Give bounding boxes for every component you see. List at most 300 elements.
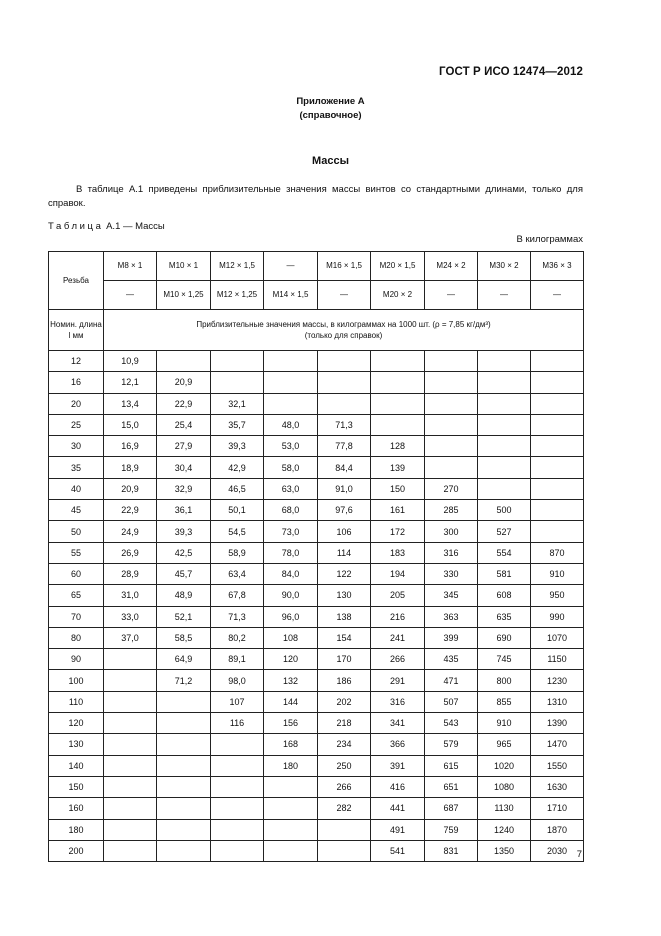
length-cell: 150 (49, 776, 104, 797)
mass-cell: 46,5 (211, 478, 264, 499)
mass-cell: 161 (371, 500, 425, 521)
mass-cell: 216 (371, 606, 425, 627)
mass-cell: 1390 (531, 713, 584, 734)
mass-cell (318, 351, 371, 372)
table-row (49, 563, 584, 584)
thread-coarse-cell: М10 × 1 (157, 252, 211, 281)
mass-cell: 194 (371, 563, 425, 584)
mass-cell: 527 (478, 521, 531, 542)
table-row (49, 691, 584, 712)
mass-cell (264, 372, 318, 393)
mass-cell: 15,0 (104, 414, 157, 435)
mass-cell: 180 (264, 755, 318, 776)
mass-cell: 50,1 (211, 500, 264, 521)
mass-cell (318, 840, 371, 861)
length-cell: 120 (49, 713, 104, 734)
mass-cell (531, 372, 584, 393)
mass-cell: 73,0 (264, 521, 318, 542)
mass-cell: 345 (425, 585, 478, 606)
mass-cell (104, 649, 157, 670)
mass-cell: 107 (211, 691, 264, 712)
mass-cell: 581 (478, 563, 531, 584)
mass-cell (211, 776, 264, 797)
mass-cell: 33,0 (104, 606, 157, 627)
thread-fine-row (49, 281, 584, 310)
thread-coarse-cell: М24 × 2 (425, 252, 478, 281)
length-cell: 35 (49, 457, 104, 478)
mass-cell: 156 (264, 713, 318, 734)
mass-cell: 651 (425, 776, 478, 797)
mass-cell (104, 670, 157, 691)
mass-cell (478, 457, 531, 478)
mass-cell (371, 393, 425, 414)
mass-cell: 71,3 (318, 414, 371, 435)
mass-cell: 71,2 (157, 670, 211, 691)
length-cell: 180 (49, 819, 104, 840)
mass-cell (104, 798, 157, 819)
table-row (49, 436, 584, 457)
table-row (49, 627, 584, 648)
mass-cell (371, 372, 425, 393)
mass-cell: 32,1 (211, 393, 264, 414)
mass-cell: 965 (478, 734, 531, 755)
mass-cell: 128 (371, 436, 425, 457)
thread-fine-cell: М20 × 2 (371, 281, 425, 310)
mass-cell (531, 521, 584, 542)
mass-cell: 855 (478, 691, 531, 712)
mass-cell: 138 (318, 606, 371, 627)
table-caption (48, 221, 165, 232)
mass-cell: 97,6 (318, 500, 371, 521)
mass-cell: 27,9 (157, 436, 211, 457)
mass-cell: 1080 (478, 776, 531, 797)
length-cell: 50 (49, 521, 104, 542)
mass-cell: 241 (371, 627, 425, 648)
mass-cell: 122 (318, 563, 371, 584)
mass-cell: 202 (318, 691, 371, 712)
mass-cell: 48,0 (264, 414, 318, 435)
mass-cell: 186 (318, 670, 371, 691)
mass-cell: 58,9 (211, 542, 264, 563)
mass-cell (104, 819, 157, 840)
mass-cell: 270 (425, 478, 478, 499)
mass-cell: 144 (264, 691, 318, 712)
mass-cell: 554 (478, 542, 531, 563)
mass-cell: 26,9 (104, 542, 157, 563)
mass-cell: 1870 (531, 819, 584, 840)
mass-cell: 20,9 (104, 478, 157, 499)
mass-cell: 96,0 (264, 606, 318, 627)
mass-cell (318, 393, 371, 414)
table-row (49, 457, 584, 478)
mass-cell (478, 351, 531, 372)
mass-cell: 1240 (478, 819, 531, 840)
mass-cell: 950 (531, 585, 584, 606)
length-cell: 160 (49, 798, 104, 819)
mass-cell (157, 734, 211, 755)
table-row (49, 819, 584, 840)
mass-cell: 500 (478, 500, 531, 521)
mass-cell: 114 (318, 542, 371, 563)
mass-cell: 45,7 (157, 563, 211, 584)
mass-cell: 330 (425, 563, 478, 584)
mass-cell: 1550 (531, 755, 584, 776)
mass-cell: 491 (371, 819, 425, 840)
table-row (49, 414, 584, 435)
thread-fine-cell: — (318, 281, 371, 310)
mass-cell: 12,1 (104, 372, 157, 393)
length-cell: 110 (49, 691, 104, 712)
mass-cell: 53,0 (264, 436, 318, 457)
mass-cell: 89,1 (211, 649, 264, 670)
mass-cell (211, 734, 264, 755)
mass-cell: 98,0 (211, 670, 264, 691)
mass-cell: 759 (425, 819, 478, 840)
appendix-heading (0, 95, 661, 123)
mass-table-body (49, 252, 584, 862)
mass-cell (157, 776, 211, 797)
mass-cell: 1230 (531, 670, 584, 691)
table-row (49, 670, 584, 691)
table-row (49, 755, 584, 776)
mass-cell: 690 (478, 627, 531, 648)
mass-cell (104, 755, 157, 776)
length-cell: 16 (49, 372, 104, 393)
mass-cell (157, 819, 211, 840)
mass-cell: 67,8 (211, 585, 264, 606)
mass-cell: 285 (425, 500, 478, 521)
mass-cell (531, 351, 584, 372)
length-cell: 55 (49, 542, 104, 563)
mass-cell (318, 372, 371, 393)
mass-cell: 108 (264, 627, 318, 648)
table-caption-label: Таблица (48, 221, 104, 232)
mass-cell (264, 798, 318, 819)
mass-cell: 172 (371, 521, 425, 542)
table-row (49, 776, 584, 797)
mass-cell (531, 500, 584, 521)
table-row (49, 713, 584, 734)
mass-cell: 116 (211, 713, 264, 734)
mass-cell (531, 414, 584, 435)
mass-cell: 543 (425, 713, 478, 734)
mass-cell: 391 (371, 755, 425, 776)
mass-cell: 205 (371, 585, 425, 606)
mass-cell (425, 372, 478, 393)
mass-cell: 168 (264, 734, 318, 755)
mass-cell: 170 (318, 649, 371, 670)
mass-cell: 1310 (531, 691, 584, 712)
mass-cell: 579 (425, 734, 478, 755)
mass-cell (425, 351, 478, 372)
mass-cell (478, 436, 531, 457)
mass-cell: 54,5 (211, 521, 264, 542)
mass-cell: 90,0 (264, 585, 318, 606)
length-cell: 45 (49, 500, 104, 521)
mass-cell: 1470 (531, 734, 584, 755)
mass-cell: 1150 (531, 649, 584, 670)
appendix-subtitle: (справочное) (299, 110, 362, 121)
mass-cell: 635 (478, 606, 531, 627)
thread-label: Резьба (49, 252, 104, 310)
thread-fine-cell: М14 × 1,5 (264, 281, 318, 310)
mass-cell: 1630 (531, 776, 584, 797)
table-row (49, 372, 584, 393)
mass-cell: 218 (318, 713, 371, 734)
mass-cell: 24,9 (104, 521, 157, 542)
mass-cell (478, 372, 531, 393)
mass-cell: 25,4 (157, 414, 211, 435)
mass-cell (478, 414, 531, 435)
mass-cell (157, 840, 211, 861)
mass-cell (478, 393, 531, 414)
mass-cell: 363 (425, 606, 478, 627)
mass-cell (264, 393, 318, 414)
table-row (49, 840, 584, 861)
mass-cell: 831 (425, 840, 478, 861)
mass-cell (531, 478, 584, 499)
mass-cell (104, 713, 157, 734)
mass-cell: 154 (318, 627, 371, 648)
mass-cell (211, 798, 264, 819)
mass-cell: 78,0 (264, 542, 318, 563)
mass-cell: 106 (318, 521, 371, 542)
mass-cell (371, 351, 425, 372)
mass-cell (264, 351, 318, 372)
mass-cell: 52,1 (157, 606, 211, 627)
table-row (49, 393, 584, 414)
mass-cell: 28,9 (104, 563, 157, 584)
mass-cell: 39,3 (157, 521, 211, 542)
mass-cell (425, 436, 478, 457)
mass-cell: 91,0 (318, 478, 371, 499)
thread-coarse-cell: М30 × 2 (478, 252, 531, 281)
mass-cell (478, 478, 531, 499)
mass-cell: 507 (425, 691, 478, 712)
mass-cell: 183 (371, 542, 425, 563)
mass-cell: 541 (371, 840, 425, 861)
mass-cell (425, 457, 478, 478)
table-row (49, 606, 584, 627)
mass-cell: 58,5 (157, 627, 211, 648)
appendix-title: Приложение А (296, 96, 365, 107)
mass-cell: 84,0 (264, 563, 318, 584)
mass-cell (211, 351, 264, 372)
mass-cell: 32,9 (157, 478, 211, 499)
mass-cell (264, 840, 318, 861)
mass-cell: 316 (371, 691, 425, 712)
table-row (49, 478, 584, 499)
table-row (49, 649, 584, 670)
table-row (49, 734, 584, 755)
thread-coarse-cell: М16 × 1,5 (318, 252, 371, 281)
document-standard-number: ГОСТ Р ИСО 12474—2012 (438, 66, 583, 78)
mass-cell (157, 351, 211, 372)
mass-cell: 31,0 (104, 585, 157, 606)
mass-cell: 20,9 (157, 372, 211, 393)
mass-cell: 48,9 (157, 585, 211, 606)
length-cell: 60 (49, 563, 104, 584)
mass-cell: 63,0 (264, 478, 318, 499)
mass-cell: 608 (478, 585, 531, 606)
mass-cell: 341 (371, 713, 425, 734)
mass-cell (157, 755, 211, 776)
mass-note-line1: Приблизительные значения массы, в килограммах на 1000 шт. (ρ = 7,85 кг/дм³) (196, 320, 491, 329)
thread-fine-cell: — (531, 281, 584, 310)
mass-cell (104, 840, 157, 861)
mass-cell: 1020 (478, 755, 531, 776)
mass-cell: 1710 (531, 798, 584, 819)
mass-cell (264, 776, 318, 797)
length-cell: 20 (49, 393, 104, 414)
thread-fine-cell: М10 × 1,25 (157, 281, 211, 310)
table-row (49, 542, 584, 563)
mass-cell: 366 (371, 734, 425, 755)
thread-fine-cell: — (478, 281, 531, 310)
mass-cell: 58,0 (264, 457, 318, 478)
mass-cell: 745 (478, 649, 531, 670)
mass-cell: 80,2 (211, 627, 264, 648)
table-units: В килограммах (516, 234, 583, 245)
table-row (49, 521, 584, 542)
mass-cell (211, 840, 264, 861)
page-number: 7 (576, 849, 582, 860)
mass-cell: 63,4 (211, 563, 264, 584)
table-row (49, 351, 584, 372)
table-row (49, 585, 584, 606)
mass-cell: 291 (371, 670, 425, 691)
mass-cell: 84,4 (318, 457, 371, 478)
mass-cell (157, 713, 211, 734)
table-row (49, 798, 584, 819)
mass-cell: 16,9 (104, 436, 157, 457)
thread-coarse-cell: М36 × 3 (531, 252, 584, 281)
length-cell: 80 (49, 627, 104, 648)
thread-fine-cell: М12 × 1,25 (211, 281, 264, 310)
thread-fine-cell: — (104, 281, 157, 310)
mass-cell (531, 436, 584, 457)
mass-cell: 282 (318, 798, 371, 819)
section-title: Массы (311, 155, 350, 167)
mass-cell (531, 457, 584, 478)
mass-cell: 64,9 (157, 649, 211, 670)
mass-cell: 42,9 (211, 457, 264, 478)
mass-cell: 120 (264, 649, 318, 670)
mass-cell: 1130 (478, 798, 531, 819)
mass-cell (104, 776, 157, 797)
mass-cell (264, 819, 318, 840)
mass-cell: 266 (371, 649, 425, 670)
mass-cell: 1350 (478, 840, 531, 861)
mass-cell: 22,9 (157, 393, 211, 414)
length-cell: 140 (49, 755, 104, 776)
length-cell: 12 (49, 351, 104, 372)
mass-cell: 441 (371, 798, 425, 819)
mass-cell: 250 (318, 755, 371, 776)
mass-cell: 910 (478, 713, 531, 734)
mass-cell: 234 (318, 734, 371, 755)
mass-note (104, 310, 584, 351)
thread-coarse-row (49, 252, 584, 281)
mass-cell (211, 755, 264, 776)
length-cell: 65 (49, 585, 104, 606)
mass-cell: 13,4 (104, 393, 157, 414)
mass-cell: 68,0 (264, 500, 318, 521)
length-label: Номин. длина l мм (49, 310, 104, 351)
length-cell: 70 (49, 606, 104, 627)
length-cell: 25 (49, 414, 104, 435)
mass-cell: 300 (425, 521, 478, 542)
length-cell: 40 (49, 478, 104, 499)
mass-cell: 139 (371, 457, 425, 478)
mass-cell (318, 819, 371, 840)
mass-cell (371, 414, 425, 435)
mass-cell: 1070 (531, 627, 584, 648)
thread-coarse-cell: М20 × 1,5 (371, 252, 425, 281)
mass-cell: 800 (478, 670, 531, 691)
thread-coarse-cell: М8 × 1 (104, 252, 157, 281)
mass-cell (157, 798, 211, 819)
mass-cell: 39,3 (211, 436, 264, 457)
mass-cell: 266 (318, 776, 371, 797)
mass-cell (104, 691, 157, 712)
mass-cell (531, 393, 584, 414)
intro-paragraph: В таблице А.1 приведены приблизительные значения массы винтов со стандартными длинами, только для справок. (48, 184, 583, 209)
mass-cell (211, 819, 264, 840)
thread-fine-cell: — (425, 281, 478, 310)
thread-coarse-cell: М12 × 1,5 (211, 252, 264, 281)
mass-cell: 687 (425, 798, 478, 819)
mass-cell: 130 (318, 585, 371, 606)
mass-cell: 399 (425, 627, 478, 648)
length-cell: 130 (49, 734, 104, 755)
mass-cell: 22,9 (104, 500, 157, 521)
length-cell: 200 (49, 840, 104, 861)
mass-cell: 990 (531, 606, 584, 627)
note-row (49, 310, 584, 351)
table-caption-rest: А.1 — Массы (103, 221, 165, 232)
mass-cell (425, 414, 478, 435)
mass-note-line2: (только для справок) (304, 331, 383, 340)
mass-cell: 150 (371, 478, 425, 499)
length-cell: 90 (49, 649, 104, 670)
mass-table (48, 251, 584, 862)
mass-cell (157, 691, 211, 712)
mass-cell: 316 (425, 542, 478, 563)
mass-cell: 71,3 (211, 606, 264, 627)
mass-cell (425, 393, 478, 414)
thread-coarse-cell: — (264, 252, 318, 281)
mass-cell: 471 (425, 670, 478, 691)
mass-cell: 910 (531, 563, 584, 584)
mass-cell: 37,0 (104, 627, 157, 648)
mass-cell: 30,4 (157, 457, 211, 478)
mass-cell: 35,7 (211, 414, 264, 435)
mass-cell: 42,5 (157, 542, 211, 563)
mass-cell: 77,8 (318, 436, 371, 457)
mass-cell: 2030 (531, 840, 584, 861)
mass-cell: 36,1 (157, 500, 211, 521)
mass-cell: 416 (371, 776, 425, 797)
table-row (49, 500, 584, 521)
length-cell: 100 (49, 670, 104, 691)
length-cell: 30 (49, 436, 104, 457)
mass-cell: 615 (425, 755, 478, 776)
mass-cell (211, 372, 264, 393)
mass-cell: 435 (425, 649, 478, 670)
mass-cell: 10,9 (104, 351, 157, 372)
mass-cell: 870 (531, 542, 584, 563)
